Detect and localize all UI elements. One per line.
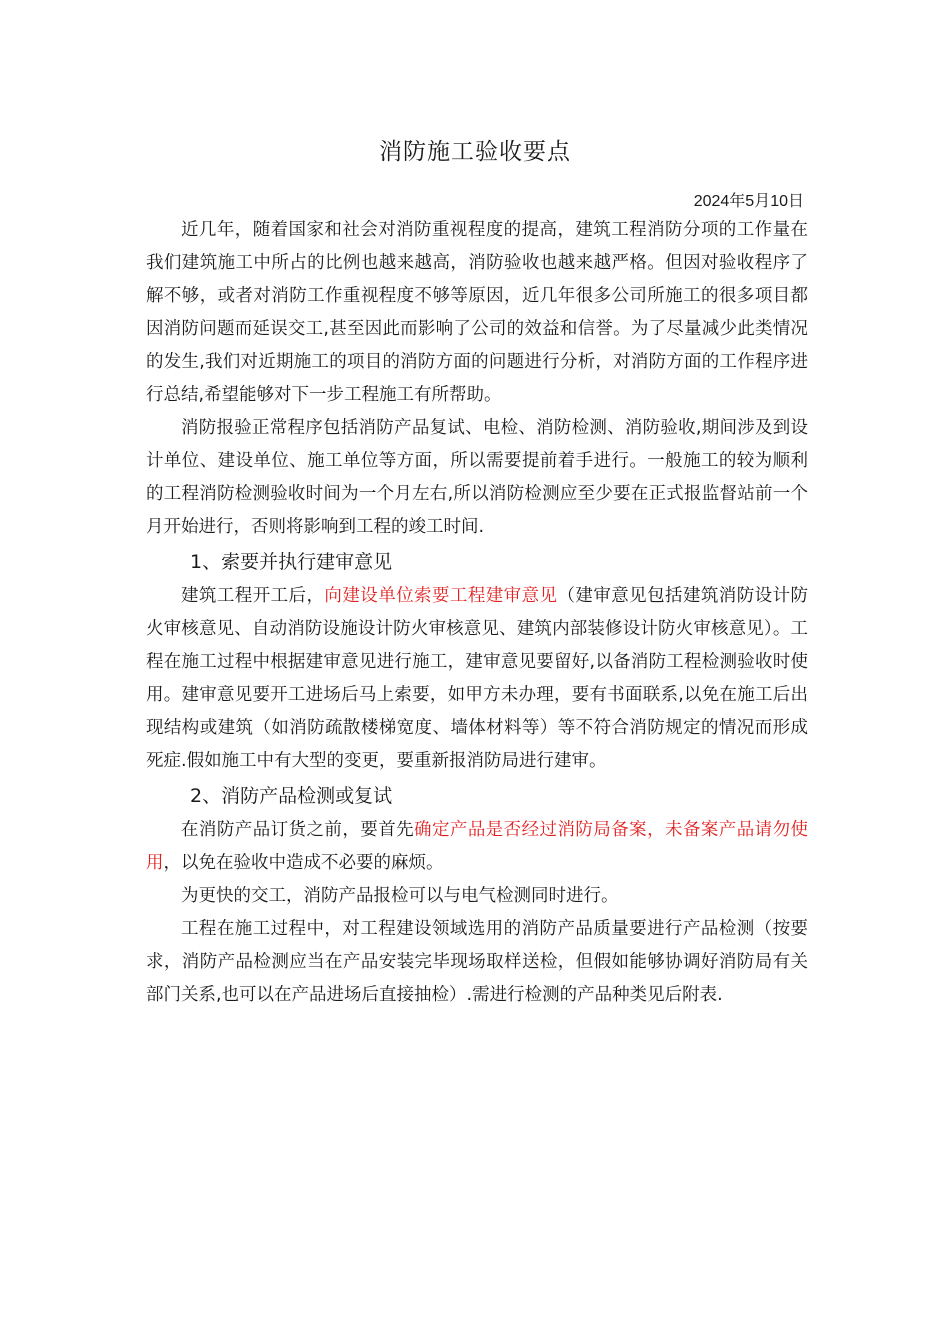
section-2-paragraph-2: 为更快的交工，消防产品报检可以与电气检测同时进行。 xyxy=(181,886,619,906)
section-1-text-after: （建审意见包括建筑消防设计防火审核意见、自动消防设施设计防火审核意见、建筑内部装修设计防火审核意见）。工程在施工过程中根据建审意见进行施工，建审意见要留好,以备消防工程检测验收时使用。建审意见要开工进场后马上索要，如甲方未办理，要有书面联系,以免在施工后出现结构或建筑（如消防疏散楼梯宽度、墙体材料等）等不符合消防规定的情况而形成死症.假如施工中有大型的变更，要重新报消防局进行建审。 xyxy=(146,586,809,771)
section-2-text-after: ，以免在验收中造成不必要的麻烦。 xyxy=(163,853,444,873)
document-date: 2024年5月10日 xyxy=(693,193,804,210)
section-2-paragraph-3: 工程在施工过程中，对工程建设领域选用的消防产品质量要进行产品检测（按要求，消防产品检测应当在产品安装完毕现场取样送检，但假如能够协调好消防局有关部门关系,也可以在产品进场后直接抽检）.需进行检测的产品种类见后附表. xyxy=(146,919,808,1005)
procedure-paragraph: 消防报验正常程序包括消防产品复试、电检、消防检测、消防验收,期间涉及到设计单位、建设单位、施工单位等方面，所以需要提前着手进行。一般施工的较为顺利的工程消防检测验收时间为一个月左右,所以消防检测应至少要在正式报监督站前一个月开始进行，否则将影响到工程的竣工时间. xyxy=(146,418,808,537)
section-2-text-before: 在消防产品订货之前，要首先 xyxy=(181,820,415,840)
section-1-paragraph xyxy=(146,580,808,778)
intro-paragraph: 近几年，随着国家和社会对消防重视程度的提高，建筑工程消防分项的工作量在我们建筑施工中所占的比例也越来越高，消防验收也越来越严格。但因对验收程序了解不够，或者对消防工作重视程度不够等原因，近几年很多公司所施工的很多项目都因消防问题而延误交工,甚至因此而影响了公司的效益和信誉。为了尽量减少此类情况的发生,我们对近期施工的项目的消防方面的问题进行分析，对消防方面的工作程序进行总结,希望能够对下一步工程施工有所帮助。 xyxy=(146,220,808,405)
section-1-highlight: 向建设单位索要工程建审意见 xyxy=(324,586,558,606)
document-body xyxy=(146,214,808,1012)
document-title: 消防施工验收要点 xyxy=(379,139,571,165)
section-1-text-before: 建筑工程开工后， xyxy=(181,586,325,606)
section-2-paragraph-1 xyxy=(146,814,808,880)
section-heading-2: 2、消防产品检测或复试 xyxy=(190,785,393,807)
section-2-highlight: 确定产品是否经过消防局备案，未备案产品请勿使用 xyxy=(146,820,809,873)
section-heading-1: 1、索要并执行建审意见 xyxy=(190,551,393,573)
